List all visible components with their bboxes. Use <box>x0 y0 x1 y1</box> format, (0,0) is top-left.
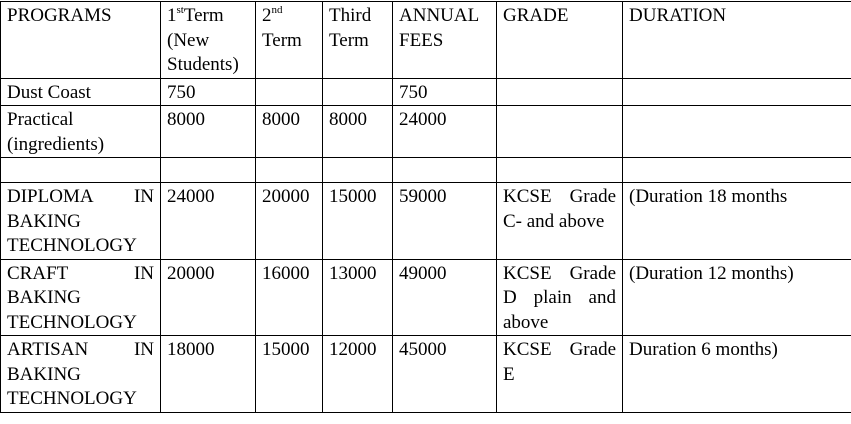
table-row <box>1 336 851 413</box>
annual-fees-cell: 49000 <box>393 259 497 336</box>
empty-cell <box>256 158 323 183</box>
empty-row <box>1 158 851 183</box>
grade-cell: KCSE Grade D plain and above <box>497 259 623 336</box>
annual-fees-cell: 24000 <box>393 106 497 158</box>
second-term-cell: 8000 <box>256 106 323 158</box>
third-term-cell <box>323 78 393 106</box>
duration-cell <box>623 106 851 158</box>
grade-cell <box>497 106 623 158</box>
second-term-cell: 20000 <box>256 183 323 260</box>
program-cell: ARTISAN IN BAKING TECHNOLOGY <box>1 336 161 413</box>
grade-cell: KCSE Grade C- and above <box>497 183 623 260</box>
annual-fees-cell: 45000 <box>393 336 497 413</box>
header-duration: DURATION <box>623 2 851 79</box>
second-term-cell <box>256 78 323 106</box>
second-term-cell: 15000 <box>256 336 323 413</box>
program-cell: Practical (ingredients) <box>1 106 161 158</box>
empty-cell <box>323 158 393 183</box>
header-first-term: 1stTerm (New Students) <box>161 2 256 79</box>
header-row <box>1 2 851 79</box>
empty-cell <box>161 158 256 183</box>
header-programs: PROGRAMS <box>1 2 161 79</box>
program-cell: DIPLOMA IN BAKING TECHNOLOGY <box>1 183 161 260</box>
fees-table <box>0 1 851 413</box>
table-row <box>1 106 851 158</box>
first-term-cell: 8000 <box>161 106 256 158</box>
second-term-cell: 16000 <box>256 259 323 336</box>
empty-cell <box>497 158 623 183</box>
header-second-term: 2nd Term <box>256 2 323 79</box>
annual-fees-cell: 59000 <box>393 183 497 260</box>
third-term-cell: 8000 <box>323 106 393 158</box>
duration-cell: Duration 6 months) <box>623 336 851 413</box>
third-term-cell: 12000 <box>323 336 393 413</box>
empty-cell <box>393 158 497 183</box>
table-row <box>1 78 851 106</box>
grade-cell: KCSE Grade E <box>497 336 623 413</box>
third-term-cell: 15000 <box>323 183 393 260</box>
empty-cell <box>1 158 161 183</box>
first-term-cell: 18000 <box>161 336 256 413</box>
annual-fees-cell: 750 <box>393 78 497 106</box>
first-term-cell: 750 <box>161 78 256 106</box>
header-annual-fees: ANNUAL FEES <box>393 2 497 79</box>
header-grade: GRADE <box>497 2 623 79</box>
table-row <box>1 259 851 336</box>
first-term-cell: 20000 <box>161 259 256 336</box>
empty-cell <box>623 158 851 183</box>
third-term-cell: 13000 <box>323 259 393 336</box>
duration-cell: (Duration 12 months) <box>623 259 851 336</box>
header-third-term: Third Term <box>323 2 393 79</box>
duration-cell <box>623 78 851 106</box>
program-cell: CRAFT IN BAKING TECHNOLOGY <box>1 259 161 336</box>
duration-cell: (Duration 18 months <box>623 183 851 260</box>
grade-cell <box>497 78 623 106</box>
program-cell: Dust Coast <box>1 78 161 106</box>
table-row <box>1 183 851 260</box>
first-term-cell: 24000 <box>161 183 256 260</box>
